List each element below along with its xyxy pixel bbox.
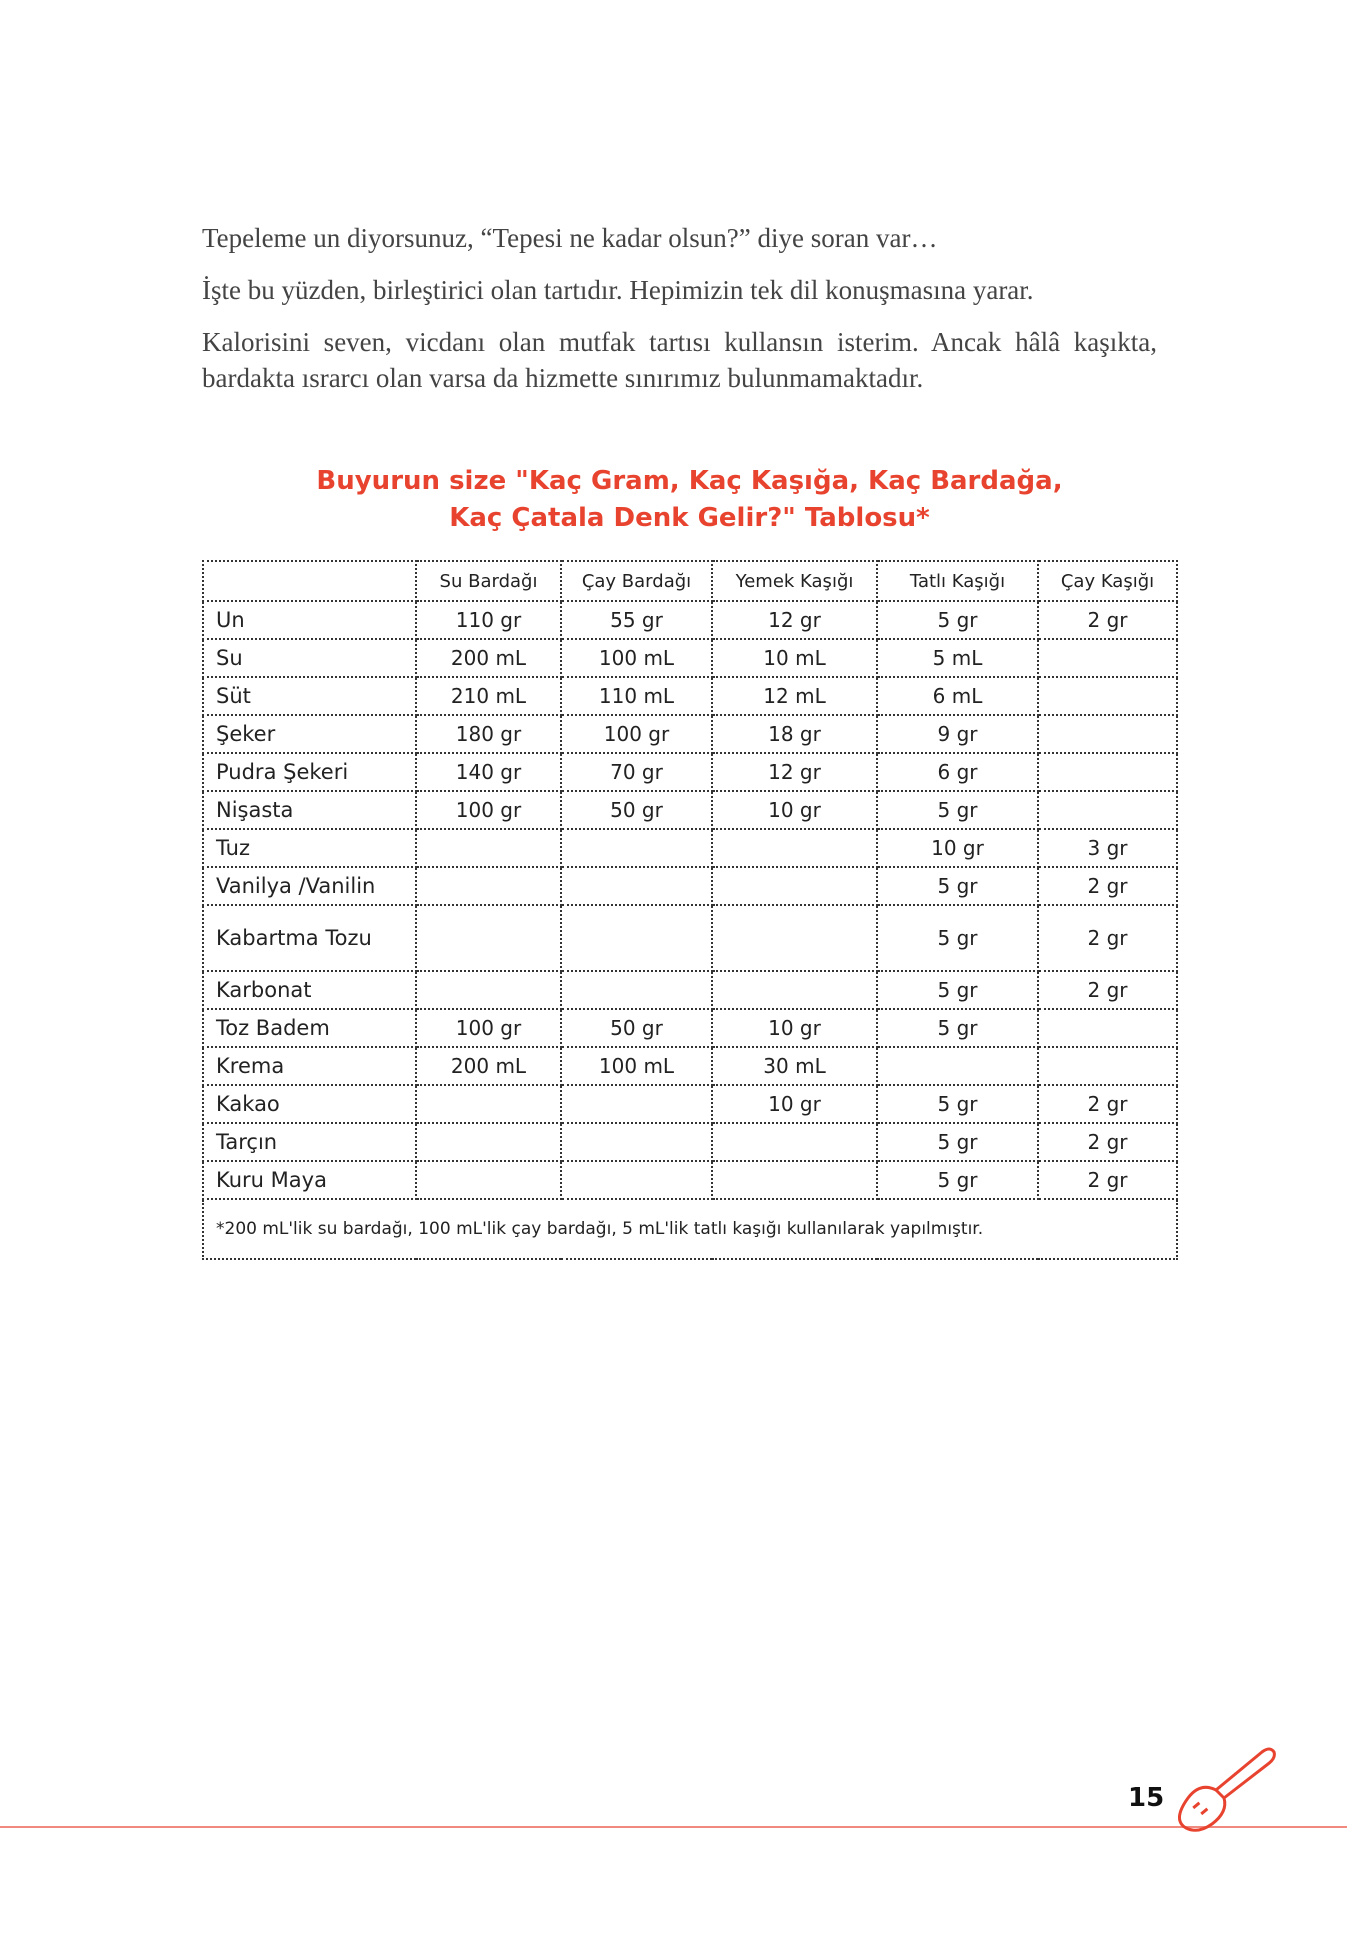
table-row [203,829,1177,867]
measure-cell: 5 gr [877,601,1038,639]
footnote-row [203,1199,1177,1259]
intro-paragraph-1: Tepeleme un diyorsunuz, “Tepesi ne kadar olsun?” diye soran var… [202,223,938,253]
measure-cell: 2 gr [1038,905,1177,971]
header-cell: Tatlı Kaşığı [877,561,1038,601]
measure-cell [1038,1047,1177,1085]
measure-cell: 5 gr [877,971,1038,1009]
measure-cell: 3 gr [1038,829,1177,867]
measure-cell: 5 gr [877,791,1038,829]
table-row [203,867,1177,905]
measure-cell: 55 gr [561,601,712,639]
ingredient-name: Nişasta [203,791,416,829]
intro-paragraph-2: İşte bu yüzden, birleştirici olan tartıdır. Hepimizin tek dil konuşmasına yarar. [202,275,1034,305]
measure-cell [1038,677,1177,715]
table-row [203,1009,1177,1047]
table-row [203,715,1177,753]
table-row [203,601,1177,639]
measure-cell: 5 gr [877,867,1038,905]
header-cell [203,561,416,601]
ingredient-name: Kuru Maya [203,1161,416,1199]
table-row [203,639,1177,677]
ingredient-name: Toz Badem [203,1009,416,1047]
measure-cell [561,971,712,1009]
table-footnote: *200 mL'lik su bardağı, 100 mL'lik çay bardağı, 5 mL'lik tatlı kaşığı kullanılarak yapılmıştır. [203,1199,1177,1259]
table-title [202,463,1177,537]
measure-cell [416,905,561,971]
measure-cell [561,829,712,867]
table-title-line-2: Kaç Çatala Denk Gelir?" Tablosu* [449,503,930,533]
table-row [203,971,1177,1009]
measure-cell: 100 gr [416,791,561,829]
measure-cell: 50 gr [561,1009,712,1047]
measure-cell: 2 gr [1038,1123,1177,1161]
measure-cell [1038,791,1177,829]
table-body [203,601,1177,1199]
measure-cell: 18 gr [712,715,877,753]
page-number: 15 [1128,1783,1165,1813]
measure-cell: 10 mL [712,639,877,677]
table-row [203,905,1177,971]
ingredient-name: Su [203,639,416,677]
measure-cell: 5 gr [877,1085,1038,1123]
page-bottom-rule [0,1826,1347,1828]
ingredient-name: Kakao [203,1085,416,1123]
ingredient-name: Süt [203,677,416,715]
measure-cell [416,1161,561,1199]
measure-cell: 70 gr [561,753,712,791]
measure-cell [561,1161,712,1199]
measure-cell: 140 gr [416,753,561,791]
measure-cell [712,905,877,971]
measure-cell: 50 gr [561,791,712,829]
measure-cell: 210 mL [416,677,561,715]
measure-cell [1038,639,1177,677]
ingredient-name: Un [203,601,416,639]
measure-cell: 100 mL [561,1047,712,1085]
measure-cell [877,1047,1038,1085]
measure-cell: 10 gr [877,829,1038,867]
measure-cell: 2 gr [1038,601,1177,639]
measure-cell: 9 gr [877,715,1038,753]
intro-text [202,220,1157,396]
measure-cell [416,829,561,867]
measure-cell [416,867,561,905]
measure-cell [1038,753,1177,791]
measure-cell: 110 gr [416,601,561,639]
measure-cell [416,1085,561,1123]
measure-cell: 200 mL [416,1047,561,1085]
measure-cell: 100 gr [561,715,712,753]
measure-cell: 5 gr [877,1009,1038,1047]
measure-cell: 110 mL [561,677,712,715]
table-row [203,753,1177,791]
table-row [203,791,1177,829]
table-row [203,1123,1177,1161]
ingredient-name: Tuz [203,829,416,867]
measure-cell [561,1123,712,1161]
table-header-row [203,561,1177,601]
table-title-line-1: Buyurun size "Kaç Gram, Kaç Kaşığa, Kaç Bardağa, [316,466,1063,496]
measure-cell: 6 gr [877,753,1038,791]
measure-cell [712,867,877,905]
measure-cell: 5 gr [877,1161,1038,1199]
ingredient-name: Kabartma Tozu [203,905,416,971]
measure-cell [712,1161,877,1199]
table-row [203,1085,1177,1123]
measure-cell: 2 gr [1038,971,1177,1009]
measure-cell [712,1123,877,1161]
measure-cell: 2 gr [1038,1161,1177,1199]
measure-cell: 12 mL [712,677,877,715]
measure-cell: 10 gr [712,1085,877,1123]
measure-cell [712,829,877,867]
measure-cell [561,905,712,971]
measure-cell [561,867,712,905]
table-row [203,677,1177,715]
measure-cell: 30 mL [712,1047,877,1085]
measure-cell [712,971,877,1009]
measure-cell: 12 gr [712,601,877,639]
measure-cell [1038,1009,1177,1047]
table-row [203,1161,1177,1199]
header-cell: Çay Bardağı [561,561,712,601]
ingredient-name: Vanilya /Vanilin [203,867,416,905]
ingredient-name: Karbonat [203,971,416,1009]
measure-cell: 2 gr [1038,867,1177,905]
table-row [203,1047,1177,1085]
measure-cell: 12 gr [712,753,877,791]
measure-cell: 5 gr [877,905,1038,971]
header-cell: Yemek Kaşığı [712,561,877,601]
conversion-table [202,560,1178,1260]
ingredient-name: Krema [203,1047,416,1085]
ingredient-name: Pudra Şekeri [203,753,416,791]
measure-cell: 10 gr [712,1009,877,1047]
measure-cell: 5 mL [877,639,1038,677]
header-cell: Su Bardağı [416,561,561,601]
measure-cell: 100 mL [561,639,712,677]
ingredient-name: Şeker [203,715,416,753]
measure-cell [416,971,561,1009]
spatula-icon [1158,1738,1278,1838]
measure-cell: 200 mL [416,639,561,677]
measure-cell: 5 gr [877,1123,1038,1161]
measure-cell: 6 mL [877,677,1038,715]
measure-cell: 2 gr [1038,1085,1177,1123]
header-cell: Çay Kaşığı [1038,561,1177,601]
ingredient-name: Tarçın [203,1123,416,1161]
measure-cell [1038,715,1177,753]
measure-cell [416,1123,561,1161]
measure-cell: 10 gr [712,791,877,829]
measure-cell: 180 gr [416,715,561,753]
measure-cell: 100 gr [416,1009,561,1047]
measure-cell [561,1085,712,1123]
intro-paragraph-3: Kalorisini seven, vicdanı olan mutfak tartısı kullansın isterim. Ancak hâlâ kaşıkta, bardakta ısrarcı olan varsa da hizmette sınırımız bulunmamaktadır. [202,327,1157,393]
